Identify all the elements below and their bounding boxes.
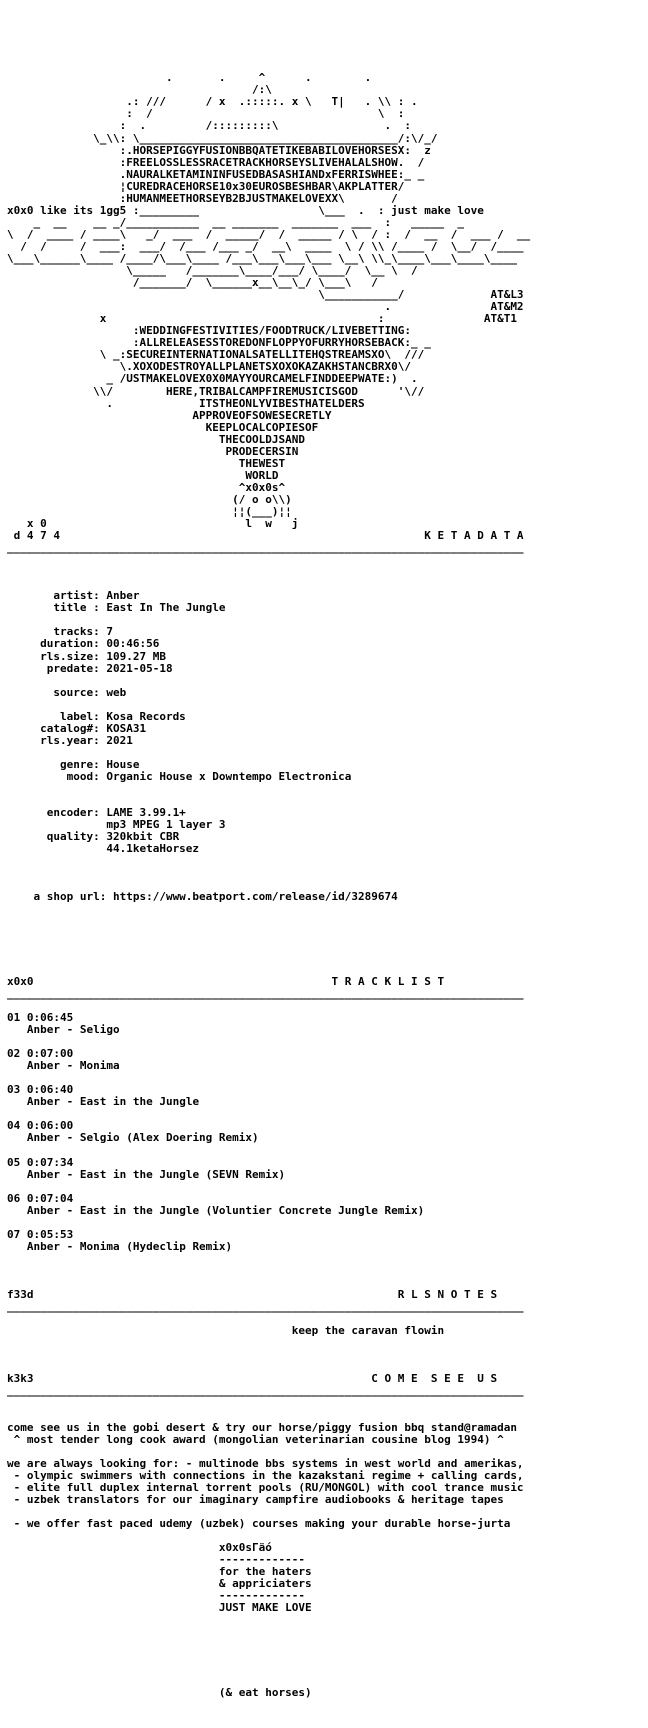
footer-rule: -------------	[218, 1589, 306, 1603]
footer-closing: (& eat horses)	[218, 1685, 312, 1699]
section-rule: ______________________________________________________________________________	[7, 986, 524, 1000]
track-item	[7, 1156, 285, 1181]
track-item	[7, 1047, 120, 1072]
track-duration: 0:07:04	[26, 1191, 74, 1205]
tracklist-section-label: x0x0	[7, 974, 34, 988]
track-number: 06	[7, 1191, 21, 1205]
track-title: Anber - Monima (Hydeclip Remix)	[26, 1239, 233, 1253]
track-number: 04	[7, 1119, 21, 1133]
track-title: Anber - Seligo	[26, 1022, 120, 1036]
track-duration: 0:06:45	[26, 1010, 74, 1024]
footer-appriciaters-line: & appriciaters	[218, 1577, 312, 1591]
section-rule: ______________________________________________________________________________	[7, 1384, 524, 1398]
notes-section-title: R L S N O T E S	[397, 1288, 498, 1302]
track-duration: 0:06:40	[26, 1083, 74, 1097]
track-number: 03	[7, 1083, 21, 1097]
track-item	[7, 1119, 259, 1144]
notes-section-label: f33d	[7, 1288, 34, 1302]
contact-block: come see us in the gobi desert & try our horse/piggy fusion bbq stand@ramadan ^ most tender long cook award (mongolian veterinarian cousine blog 1994) ^ we are always looking for: - multinode bbs systems in west world and amerikas, - olympic swimmers with connections in the kazakstani regime + calling cards, - elite full duplex internal torrent pools (RU/MONGOL) with cool trance music - uzbek translators for our imaginary campfire audiobooks & heritage tapes - we offer fast paced udemy (uzbek) courses making your durable horse-jurta	[7, 1420, 524, 1530]
track-number: 07	[7, 1227, 21, 1241]
track-title: Anber - Monima	[26, 1059, 120, 1073]
ketadata-block: artist: Anber title : East In The Jungle tracks: 7 duration: 00:46:56 rls.size: 109.27 MB predate: 2021-05-18 source: web label: Kosa Records catalog#: KOSA31 rls.year: 2021 genre: House mood: Organic House x Downtempo Electronica encoder: LAME 3.99.1+ mp3 MPEG 1 layer 3 quality: 320kbit CBR 44.1ketaHorsez a shop url: https://www.beatport.com/release/id/3289674	[33, 589, 398, 904]
track-number: 02	[7, 1047, 21, 1061]
ascii-art-banner: . . ^ . . /:\ .: /// / x .:::::. x \ T| . \\ : . : / \ : : . /:::::::::\ . : \_\\: \_______________________________________/:\/_/ :.HORSEPIGGYFUSIONBBQATETIKEBABILOVEHORSESX: z :FREELOSSLESSRACETRACKHORSEYSLIVEHALALSHOW. / .NAURALKETAMININFUSEDBASASHIANDxFERRISWHEE:_ _ ¦CUREDRACEHORSE10x30EUROSBESHBAR\AKPLATTER/ :HUMANMEETHORSEYB2BJUSTMAKELOVEXX\ / x0x0 like its 1gg5 :_________ \___ . : just make love _ __ __ _/___________ __ _______ _______ ___ : _____ _ \ / ____ / ____\ _/ ___ / _____/ / _____ / \ / : / __ / ___ / __ / / / ___: ___/ /___ /___ _/ __\ ____ \ / \\ /____ / \__/ /____ \___\______\____ /____/\___\____ /___\___\___\___ \__\ \\_\____\___\____\____ \_____ /_______\____/___/ \____/ \__ \ / /_______/ \______x__\__\_/ \___\ / \___________/ AT&L3 . AT&M2 x : AT&T1 :WEDDINGFESTIVITIES/FOODTRUCK/LIVEBETTING: :ALLRELEASESSTOREDONFLOPPYOFURRYHORSEBACK:_ _ \ _:SECUREINTERNATIONALSATELLITEHQSTREAMSXO\ /// \.XOXODESTROYALLPLANETSXOXOKAZAKHSTANCBRX0\/ _ /USTMAKELOVEX0X0MAYYOURCAMELFINDDEEPWATE:) . \\/ HERE,TRIBALCAMPFIREMUSICISGOD '\// . ITSTHEONLYVIBESTHATELDERS APPROVEOFSOWESECRETLY KEEPLOCALCOPIESOF THECOOLDJSAND PRODECERSIN THEWEST WORLD ^x0x0s^ (/ o o\\) ¦¦(___)¦¦ x 0 l w j d 4 7 4 K E T A D A T A	[7, 71, 531, 543]
section-rule: ______________________________________________________________________________	[7, 541, 524, 555]
contact-section-label: k3k3	[7, 1372, 34, 1386]
track-item	[7, 1083, 199, 1108]
track-item	[7, 1011, 120, 1036]
section-rule: ______________________________________________________________________________	[7, 1300, 524, 1314]
track-number: 05	[7, 1155, 21, 1169]
footer-haters-line: for the haters	[218, 1565, 312, 1579]
footer-group-tag: x0x0sГäó	[218, 1541, 272, 1554]
track-duration: 0:06:00	[26, 1119, 74, 1133]
track-number: 01	[7, 1010, 21, 1024]
track-item	[7, 1192, 424, 1217]
track-duration: 0:07:34	[26, 1155, 74, 1169]
contact-section-title: C O M E S E E U S	[371, 1372, 498, 1386]
tracklist-section-title: T R A C K L I S T	[331, 974, 445, 988]
track-duration: 0:07:00	[26, 1047, 74, 1061]
release-note-text: keep the caravan flowin	[291, 1324, 445, 1338]
footer-rule: -------------	[218, 1553, 306, 1567]
track-title: Anber - Selgio (Alex Doering Remix)	[26, 1131, 259, 1145]
track-duration: 0:05:53	[26, 1227, 74, 1241]
track-title: Anber - East in the Jungle	[26, 1095, 200, 1109]
track-item	[7, 1228, 232, 1253]
tracklist	[7, 1011, 424, 1253]
footer-motto: JUST MAKE LOVE	[218, 1601, 312, 1615]
track-title: Anber - East in the Jungle (Voluntier Concrete Jungle Remix)	[26, 1203, 425, 1217]
track-title: Anber - East in the Jungle (SEVN Remix)	[26, 1167, 286, 1181]
